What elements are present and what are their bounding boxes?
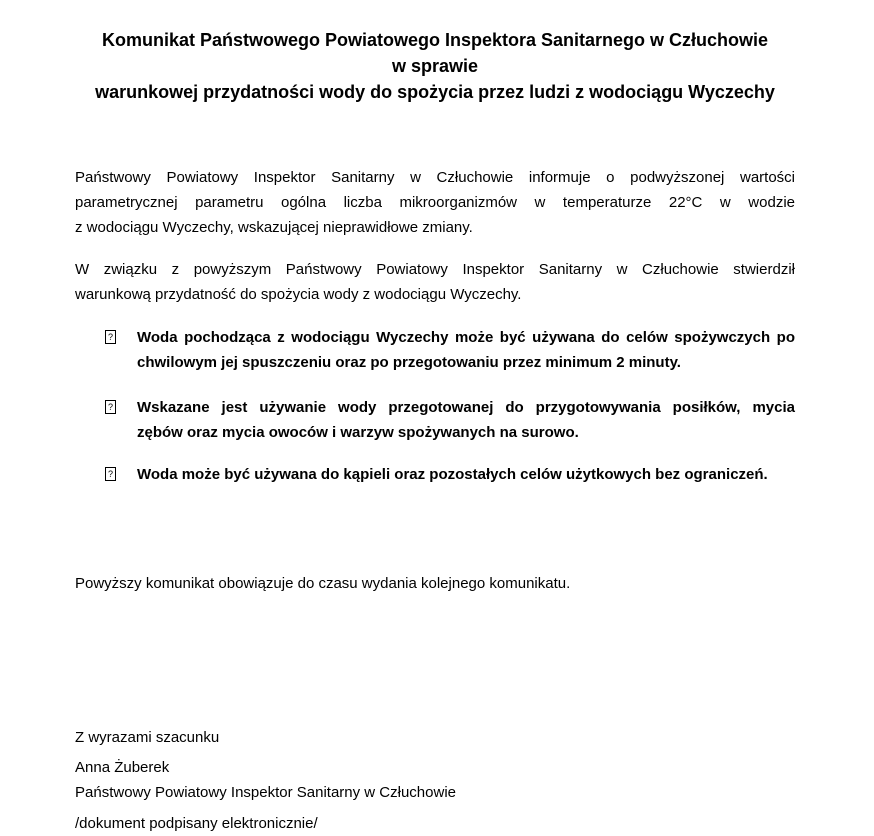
guidelines-list bbox=[75, 325, 795, 492]
signature-block bbox=[75, 755, 795, 805]
list-item-text bbox=[137, 462, 795, 492]
missing-glyph-bullet-icon: ? bbox=[105, 467, 116, 481]
list-item-text bbox=[137, 325, 795, 375]
bullet-marker-cell bbox=[105, 462, 137, 492]
list-item bbox=[105, 462, 795, 492]
decision-paragraph-line: W związku z powyższym Państwowy Powiatowy Inspektor Sanitarny w Człuchowie stwierdził bbox=[75, 261, 795, 278]
list-item-line: chwilowym jej spuszczeniu oraz po przegotowaniu przez minimum 2 minuty. bbox=[137, 354, 681, 371]
bullet-marker-cell bbox=[105, 325, 137, 375]
list-item-line: Woda pochodząca z wodociągu Wyczechy może być używana do celów spożywczych po bbox=[137, 329, 795, 346]
validity-note bbox=[75, 571, 795, 596]
intro-paragraph-line: Państwowy Powiatowy Inspektor Sanitarny w Człuchowie informuje o podwyższonej wartości bbox=[75, 169, 795, 186]
list-item bbox=[105, 325, 795, 375]
bullet-marker-cell bbox=[105, 395, 137, 445]
decision-paragraph bbox=[75, 257, 795, 307]
title-line-3: warunkowej przydatności wody do spożycia przez ludzi z wodociągu Wyczechy bbox=[95, 82, 775, 102]
list-item-line: Wskazane jest używanie wody przegotowanej do przygotowywania posiłków, mycia bbox=[137, 399, 795, 416]
title-line-2: w sprawie bbox=[391, 56, 479, 76]
list-item-text bbox=[137, 395, 795, 445]
signature-closing: Z wyrazami szacunku bbox=[75, 729, 220, 746]
list-item bbox=[105, 395, 795, 445]
decision-paragraph-line: warunkową przydatność do spożycia wody z wodociągu Wyczechy. bbox=[75, 286, 522, 303]
title-line-1: Komunikat Państwowego Powiatowego Inspektora Sanitarnego w Człuchowie bbox=[101, 30, 769, 50]
electronic-signature-note: /dokument podpisany elektronicznie/ bbox=[75, 815, 318, 832]
list-item-line: zębów oraz mycia owoców i warzyw spożywanych na surowo. bbox=[137, 424, 579, 441]
intro-paragraph-line: parametrycznej parametru ogólna liczba mikroorganizmów w temperaturze 22°C w wodzie bbox=[75, 194, 795, 211]
intro-paragraph-line: z wodociągu Wyczechy, wskazującej nieprawidłowe zmiany. bbox=[75, 219, 473, 236]
missing-glyph-bullet-icon: ? bbox=[105, 400, 116, 414]
intro-paragraph bbox=[75, 165, 795, 240]
list-item-line: Woda może być używana do kąpieli oraz pozostałych celów użytkowych bez ograniczeń. bbox=[137, 466, 768, 483]
signatory-name: Anna Żuberek bbox=[75, 759, 170, 776]
validity-note-line: Powyższy komunikat obowiązuje do czasu wydania kolejnego komunikatu. bbox=[75, 575, 571, 592]
document-title bbox=[75, 27, 795, 105]
missing-glyph-bullet-icon: ? bbox=[105, 330, 116, 344]
signatory-title: Państwowy Powiatowy Inspektor Sanitarny w Człuchowie bbox=[75, 784, 456, 801]
